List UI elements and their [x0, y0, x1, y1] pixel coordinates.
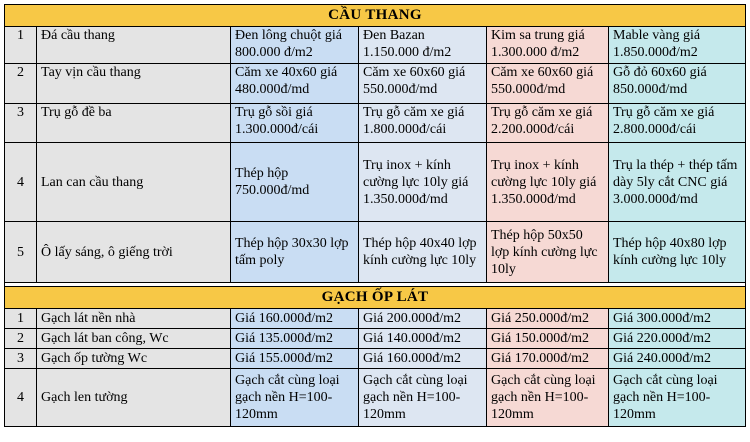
row-number: 4	[5, 369, 37, 427]
section-title: CẦU THANG	[5, 5, 746, 27]
item-name: Lan can cầu thang	[37, 143, 231, 222]
option-1-cell: Căm xe 40x60 giá 480.000đ/md	[231, 64, 359, 104]
option-2-cell: Giá 200.000đ/m2	[359, 309, 487, 329]
item-name: Đá cầu thang	[37, 27, 231, 64]
item-name: Tay vịn cầu thang	[37, 64, 231, 104]
option-2-cell: Đen Bazan 1.150.000 đ/m2	[359, 27, 487, 64]
option-3-cell: Kim sa trung giá 1.300.000 đ/m2	[487, 27, 609, 64]
option-3-cell: Trụ inox + kính cường lực 10ly giá 1.350.000đ/md	[487, 143, 609, 222]
option-1-cell: Trụ gỗ sồi giá 1.300.000đ/cái	[231, 104, 359, 143]
section-header-tiles	[5, 287, 746, 309]
option-4-cell: Thép hộp 40x80 lợp kính cường lực 10ly	[609, 222, 746, 283]
option-3-cell: Căm xe 60x60 giá 550.000đ/md	[487, 64, 609, 104]
option-4-cell: Gỗ đỏ 60x60 giá 850.000đ/md	[609, 64, 746, 104]
table-row	[5, 64, 746, 104]
table-row	[5, 369, 746, 427]
table-row	[5, 309, 746, 329]
row-number: 5	[5, 222, 37, 283]
option-3-cell: Giá 250.000đ/m2	[487, 309, 609, 329]
item-name: Gạch lát nền nhà	[37, 309, 231, 329]
option-2-cell: Giá 140.000đ/m2	[359, 329, 487, 349]
option-1-cell: Giá 135.000đ/m2	[231, 329, 359, 349]
option-2-cell: Căm xe 60x60 giá 550.000đ/md	[359, 64, 487, 104]
row-number: 1	[5, 309, 37, 329]
row-number: 4	[5, 143, 37, 222]
table-row	[5, 27, 746, 64]
option-4-cell: Giá 220.000đ/m2	[609, 329, 746, 349]
table-row	[5, 349, 746, 369]
item-name: Trụ gỗ đề ba	[37, 104, 231, 143]
option-2-cell: Thép hộp 40x40 lợp kính cường lực 10ly	[359, 222, 487, 283]
option-1-cell: Giá 160.000đ/m2	[231, 309, 359, 329]
option-2-cell: Trụ inox + kính cường lực 10ly giá 1.350.000đ/md	[359, 143, 487, 222]
option-4-cell: Giá 300.000đ/m2	[609, 309, 746, 329]
option-1-cell: Thép hộp 30x30 lợp tấm poly	[231, 222, 359, 283]
table-row	[5, 104, 746, 143]
option-2-cell: Trụ gỗ căm xe giá 1.800.000đ/cái	[359, 104, 487, 143]
row-number: 2	[5, 64, 37, 104]
item-name: Ô lấy sáng, ô giếng trời	[37, 222, 231, 283]
option-2-cell: Giá 160.000đ/m2	[359, 349, 487, 369]
option-4-cell: Gạch cắt cùng loại gạch nền H=100-120mm	[609, 369, 746, 427]
option-3-cell: Giá 150.000đ/m2	[487, 329, 609, 349]
section-header-stairs	[5, 5, 746, 27]
price-table	[4, 4, 746, 427]
table-row	[5, 329, 746, 349]
option-4-cell: Giá 240.000đ/m2	[609, 349, 746, 369]
option-1-cell: Thép hộp 750.000đ/md	[231, 143, 359, 222]
option-3-cell: Thép hộp 50x50 lợp kính cường lực 10ly	[487, 222, 609, 283]
option-4-cell: Mable vàng giá 1.850.000đ/m2	[609, 27, 746, 64]
option-3-cell: Trụ gỗ căm xe giá 2.200.000đ/cái	[487, 104, 609, 143]
table-row	[5, 143, 746, 222]
item-name: Gạch lát ban công, Wc	[37, 329, 231, 349]
option-1-cell: Giá 155.000đ/m2	[231, 349, 359, 369]
option-1-cell: Gạch cắt cùng loại gạch nền H=100-120mm	[231, 369, 359, 427]
option-1-cell: Đen lông chuột giá 800.000 đ/m2	[231, 27, 359, 64]
option-3-cell: Giá 170.000đ/m2	[487, 349, 609, 369]
option-2-cell: Gạch cắt cùng loại gạch nền H=100-120mm	[359, 369, 487, 427]
row-number: 2	[5, 329, 37, 349]
row-number: 1	[5, 27, 37, 64]
item-name: Gạch ốp tường Wc	[37, 349, 231, 369]
option-3-cell: Gạch cắt cùng loại gạch nền H=100-120mm	[487, 369, 609, 427]
item-name: Gạch len tường	[37, 369, 231, 427]
table-row	[5, 222, 746, 283]
option-4-cell: Trụ la thép + thép tấm dày 5ly cắt CNC giá 3.000.000đ/md	[609, 143, 746, 222]
option-4-cell: Trụ gỗ căm xe giá 2.800.000đ/cái	[609, 104, 746, 143]
section-title: GẠCH ỐP LÁT	[5, 287, 746, 309]
row-number: 3	[5, 104, 37, 143]
row-number: 3	[5, 349, 37, 369]
